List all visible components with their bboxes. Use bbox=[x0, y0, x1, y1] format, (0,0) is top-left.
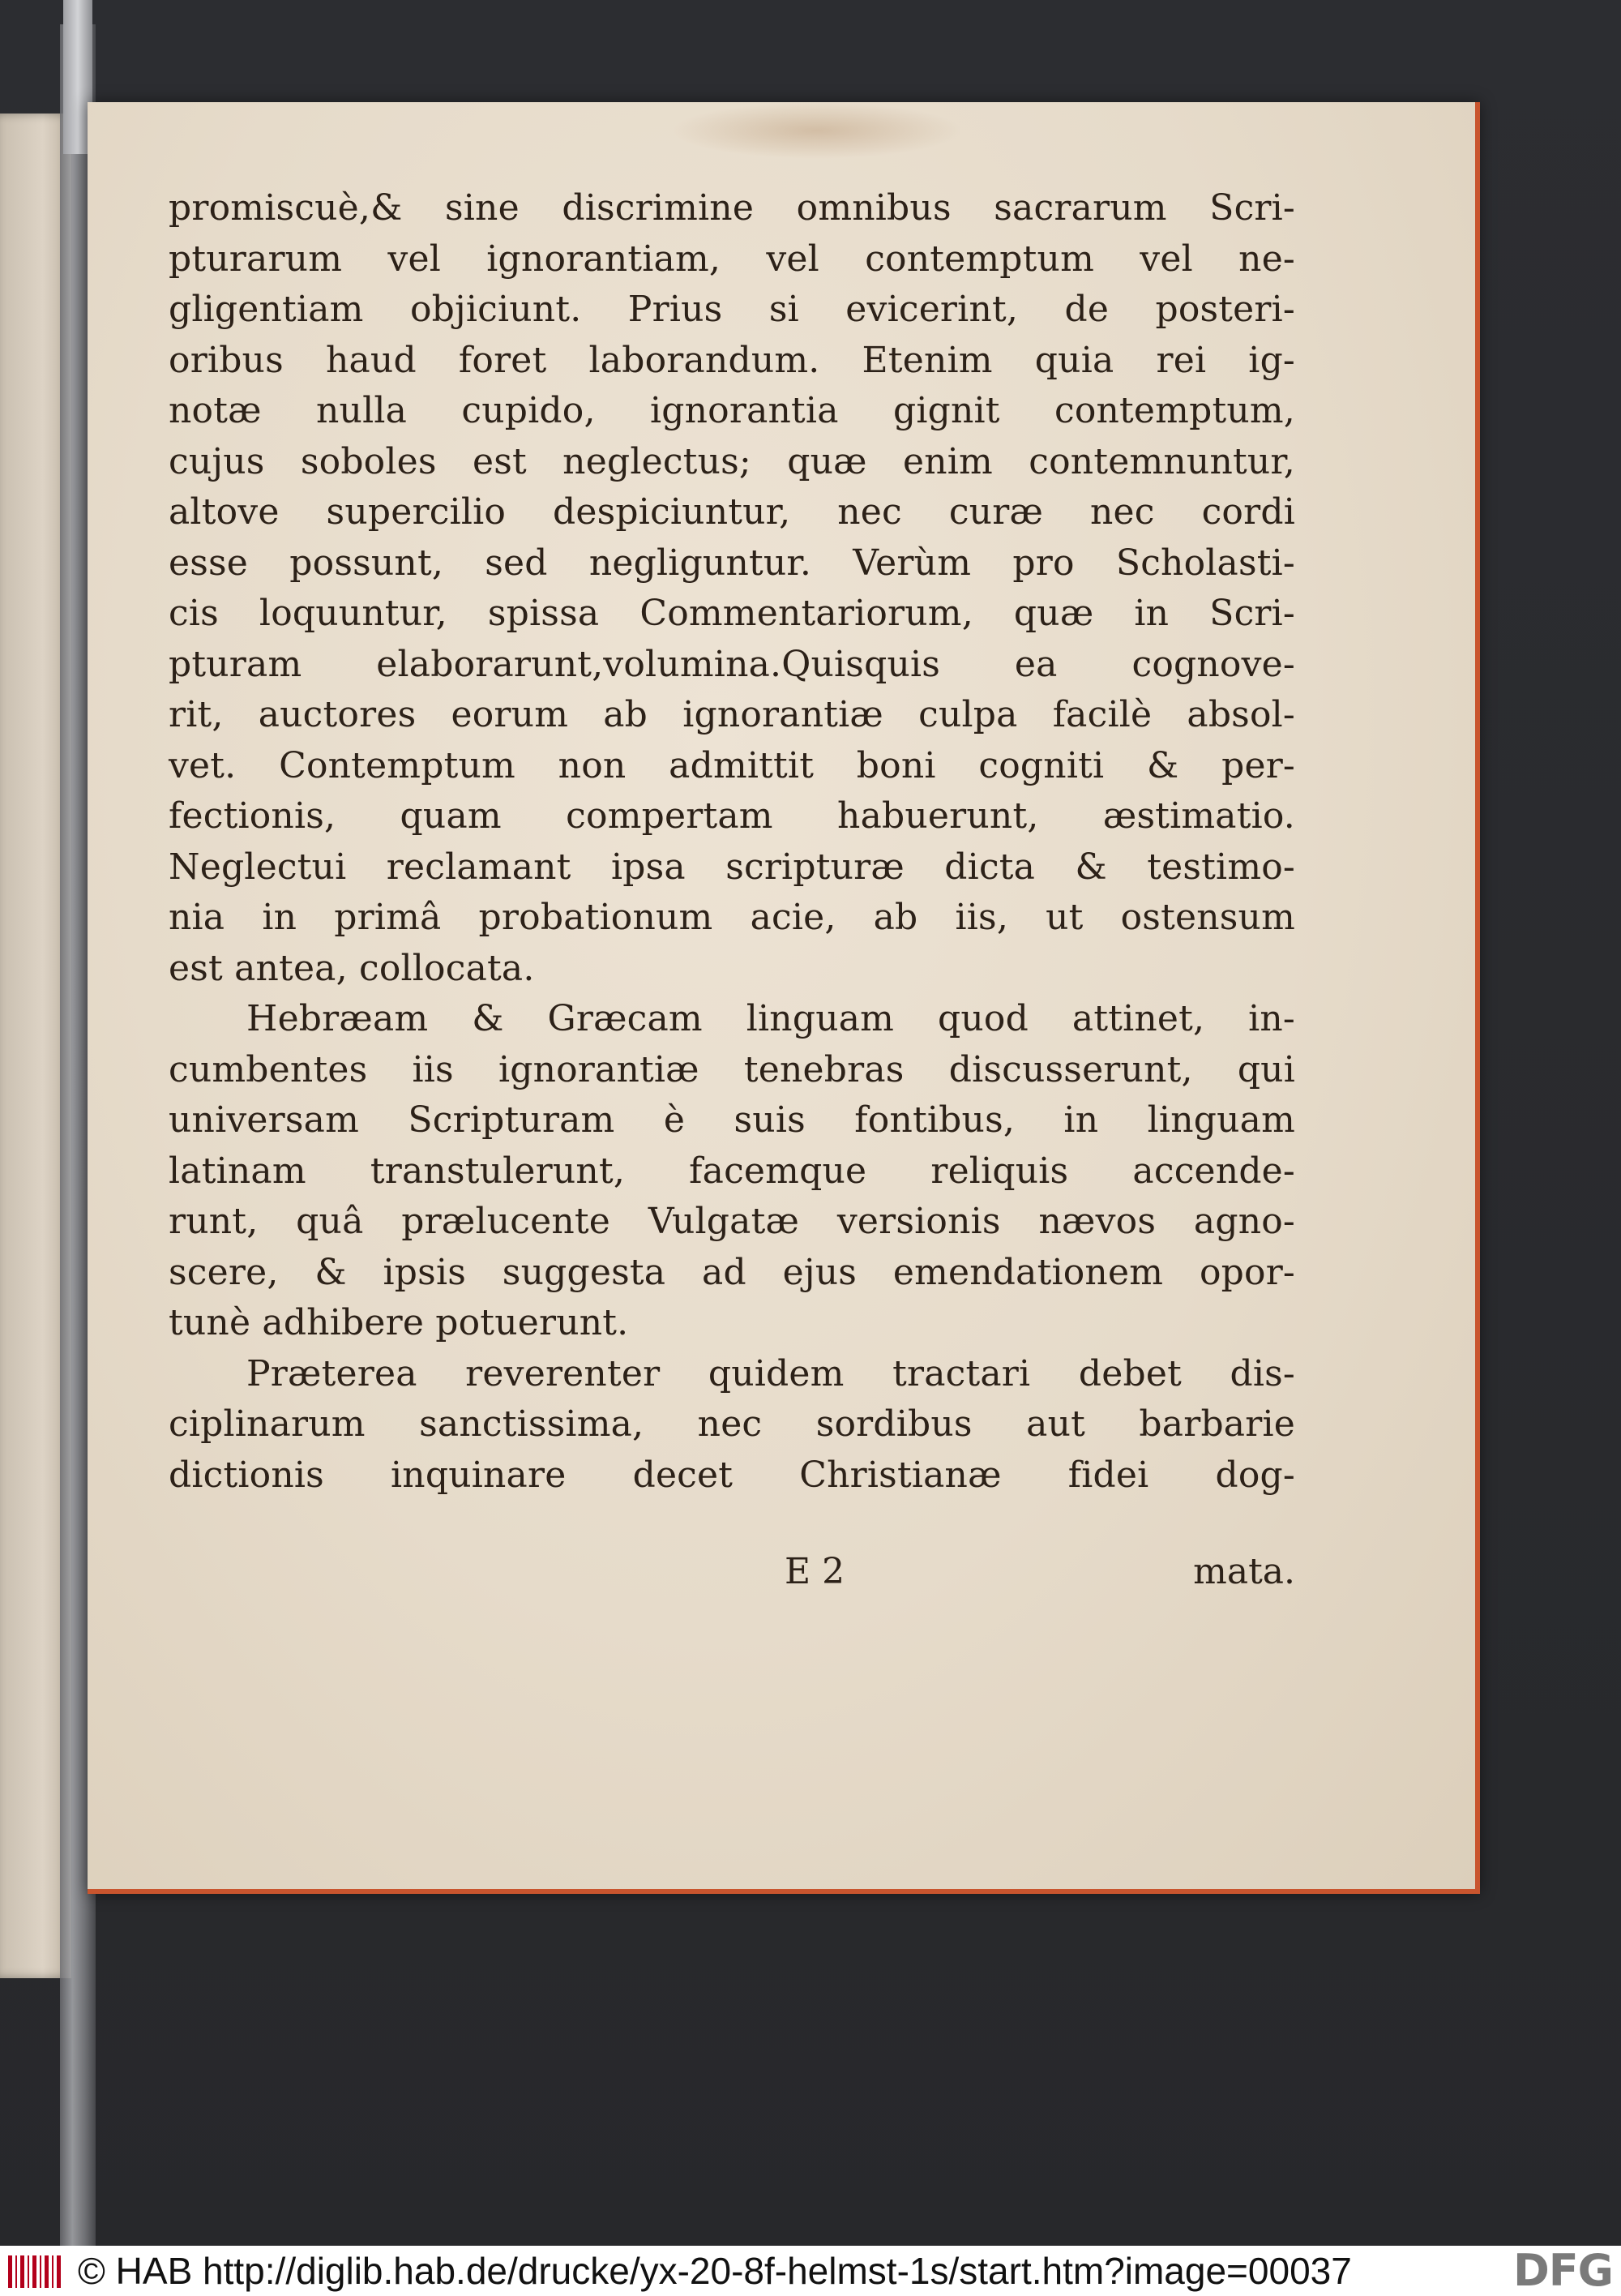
text-line: dictionis inquinare decet Christianæ fidei dog- bbox=[169, 1454, 1295, 1496]
text-line: tunè adhibere potuerunt. bbox=[169, 1302, 629, 1343]
text-line: pturarum vel ignorantiam, vel contemptum vel ne- bbox=[169, 238, 1295, 280]
signature-mark: E 2 bbox=[785, 1551, 845, 1592]
text-line: nia in primâ probationum acie, ab iis, ut ostensum bbox=[169, 897, 1295, 938]
text-line: latinam transtulerunt, facemque reliquis accende- bbox=[169, 1150, 1295, 1192]
text-line: esse possunt, sed negliguntur. Verùm pro Scholasti- bbox=[169, 542, 1295, 584]
text-line: rit, auctores eorum ab ignorantiæ culpa facilè absol- bbox=[169, 694, 1295, 735]
text-line: pturam elaborarunt,volumina.Quisquis ea cognove- bbox=[169, 643, 1295, 685]
copyright-banner bbox=[0, 2246, 1621, 2296]
page-footer bbox=[169, 1547, 1295, 1597]
source-url[interactable]: © HAB http://diglib.hab.de/drucke/yx-20-8f-helmst-1s/start.htm?image=00037 bbox=[78, 2250, 1352, 2292]
barcode-icon bbox=[8, 2255, 63, 2288]
text-line: est antea, collocata. bbox=[169, 947, 535, 989]
catchword: mata. bbox=[1193, 1551, 1295, 1592]
text-line: fectionis, quam compertam habuerunt, æstimatio. bbox=[169, 795, 1295, 837]
text-line: vet. Contemptum non admittit boni cogniti & per- bbox=[169, 744, 1295, 786]
text-line: Neglectui reclamant ipsa scripturæ dicta & testimo- bbox=[169, 846, 1295, 888]
text-line: altove supercilio despiciuntur, nec curæ nec cordi bbox=[169, 491, 1295, 533]
text-line: gligentiam objiciunt. Prius si evicerint, de posteri- bbox=[169, 289, 1295, 330]
text-line: Hebræam & Græcam linguam quod attinet, in- bbox=[246, 998, 1295, 1039]
text-line: oribus haud foret laborandum. Etenim quia rei ig- bbox=[169, 339, 1295, 381]
dfg-logo: DFG bbox=[1512, 2245, 1613, 2296]
text-line: cumbentes iis ignorantiæ tenebras discusserunt, qui bbox=[169, 1048, 1295, 1090]
text-line: notæ nulla cupido, ignorantia gignit contemptum, bbox=[169, 390, 1295, 431]
text-line: universam Scripturam è suis fontibus, in linguam bbox=[169, 1099, 1295, 1141]
text-line: promiscuè,& sine discrimine omnibus sacrarum Scri- bbox=[169, 187, 1295, 229]
text-line: Præterea reverenter quidem tractari debet dis- bbox=[246, 1352, 1295, 1394]
text-line: runt, quâ prælucente Vulgatæ versionis nævos agno- bbox=[169, 1201, 1295, 1242]
page-text bbox=[169, 183, 1295, 1501]
text-line: scere, & ipsis suggesta ad ejus emendationem opor- bbox=[169, 1251, 1295, 1293]
text-line: ciplinarum sanctissima, nec sordibus aut barbarie bbox=[169, 1403, 1295, 1445]
text-line: cujus soboles est neglectus; quæ enim contemnuntur, bbox=[169, 440, 1295, 482]
text-line: cis loquuntur, spissa Commentariorum, quæ in Scri- bbox=[169, 593, 1295, 634]
book-page bbox=[88, 102, 1480, 1894]
